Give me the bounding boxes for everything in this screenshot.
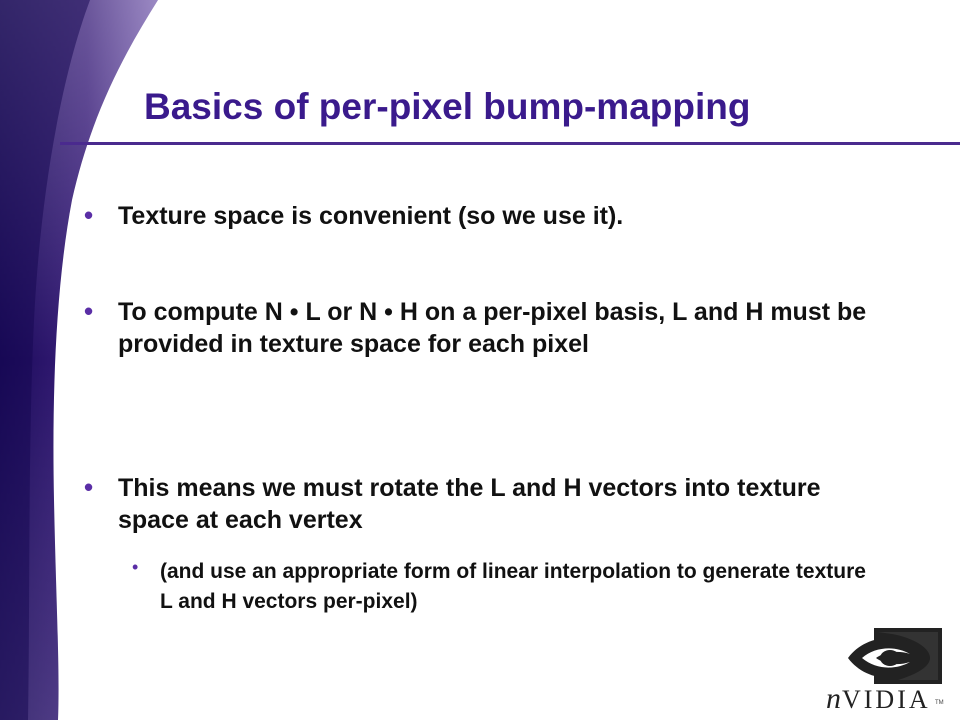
bullet-text: Texture space is convenient (so we use it).: [118, 202, 624, 230]
sub-bullet-marker: •: [132, 557, 139, 577]
bullet-marker: •: [84, 296, 94, 326]
bullet-text: To compute N • L or N • H on a per-pixel basis, L and H must be provided in texture space for each pixel: [118, 298, 867, 358]
nvidia-wordmark: [826, 682, 931, 716]
trademark-mark: TM: [935, 700, 944, 706]
bullet-marker: •: [84, 200, 94, 230]
bullet-marker: •: [84, 472, 94, 502]
sub-bullet-text: (and use an appropriate form of linear interpolation to generate texture L and H vectors per-pixel): [160, 560, 866, 613]
wordmark-rest: VIDIA: [842, 685, 931, 714]
purple-swoosh-band: [0, 0, 160, 720]
slide-title: Basics of per-pixel bump-mapping: [144, 86, 751, 127]
wordmark-n: n: [826, 682, 842, 715]
title-underline: [60, 142, 960, 145]
bullet-text: This means we must rotate the L and H vectors into texture space at each vertex: [118, 474, 821, 534]
